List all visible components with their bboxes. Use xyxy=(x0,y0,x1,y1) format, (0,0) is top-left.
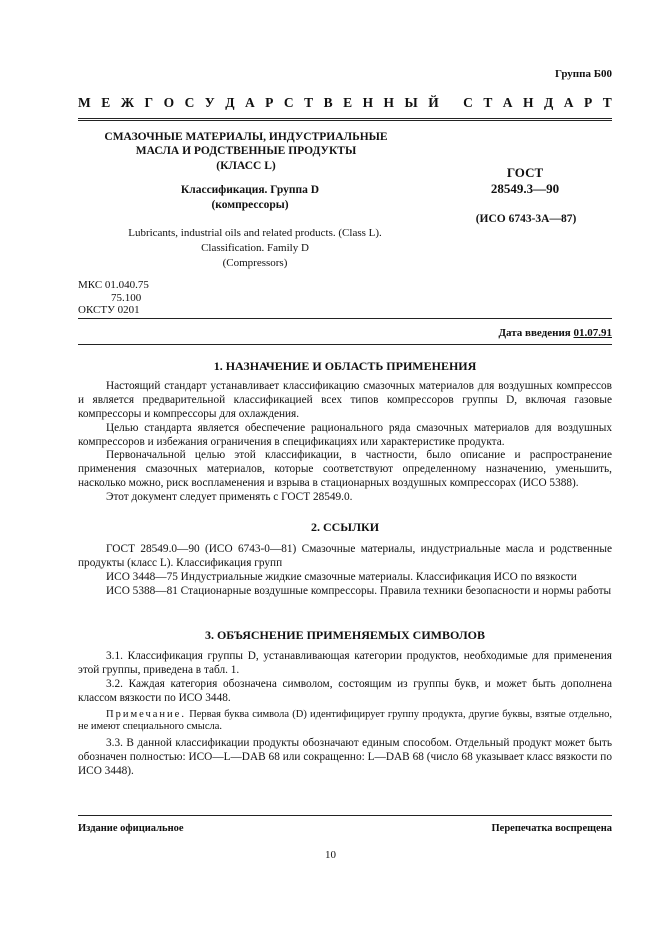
date-divider xyxy=(78,344,612,345)
mks-code: МКС 01.040.75 xyxy=(78,279,149,291)
s1-paragraph-3: Первоначальной целью этой классификации, в частности, было описание и распространение применения смазочных материалов, которые соответствуют определенному назначению, уменьшить, насколько можно, риск воспламенения и взрыва в стационарных воздушных компрессорах (ИСО 5388). xyxy=(78,449,612,490)
group-label: Группа Б00 xyxy=(555,68,612,80)
heading-letter: Д xyxy=(544,95,554,110)
interstate-standard-heading xyxy=(78,95,612,111)
heading-letter: Г xyxy=(144,95,154,110)
en-line-1: Lubricants, industrial oils and related products. (Class L). xyxy=(128,227,382,239)
gost-label: ГОСТ xyxy=(506,165,544,180)
s3-paragraph-2: 3.2. Каждая категория обозначена символом, состоящим из группы букв, и может быть дополнена классом вязкости по ИСО 3448. xyxy=(78,677,612,704)
section-1-title: 1. НАЗНАЧЕНИЕ И ОБЛАСТЬ ПРИМЕНЕНИЯ xyxy=(213,359,477,373)
intro-date-label: Дата введения xyxy=(498,327,571,339)
heading-letter: Е xyxy=(101,95,111,110)
section-3-title: 3. ОБЪЯСНЕНИЕ ПРИМЕНЯЕМЫХ СИМВОЛОВ xyxy=(204,628,486,642)
heading-letter: Й xyxy=(428,95,439,110)
s1-paragraph-4: Этот документ следует применять с ГОСТ 28549.0. xyxy=(106,491,353,504)
classification-codes xyxy=(78,279,149,317)
heading-letter: Н xyxy=(362,95,374,110)
iso-equivalent: (ИСО 6743-3А—87) xyxy=(475,213,577,225)
s3-note xyxy=(78,709,612,735)
heading-letter: С xyxy=(184,95,195,110)
official-edition: Издание официальное xyxy=(78,823,184,834)
section-2-body xyxy=(78,543,612,599)
gost-number: 28549.3—90 xyxy=(490,181,560,197)
heading-letter: Д xyxy=(225,95,235,110)
heading-letter: О xyxy=(163,95,175,110)
intro-date-value: 01.07.91 xyxy=(573,327,612,339)
s3-paragraph-1: 3.1. Классификация группы D, устанавливающая категории продуктов, необходимые для применения этой группы, приведена в табл. 1. xyxy=(78,650,612,676)
heading-letter: Е xyxy=(343,95,353,110)
introduction-date xyxy=(498,327,612,340)
heading-letter: Т xyxy=(304,95,314,110)
heading-letter: Р xyxy=(583,95,593,110)
heading-letter: А xyxy=(502,95,513,110)
class-line-1: Классификация. Группа D xyxy=(180,184,320,196)
gost-designation xyxy=(460,165,590,198)
header-divider xyxy=(78,118,612,121)
heading-letter: Ы xyxy=(404,95,418,110)
heading-letter: У xyxy=(204,95,215,110)
s3-paragraph-3: 3.3. В данной классификации продукты обозначают единым способом. Отдельный продукт может быть обозначен полностью: ИСО—L—DAB 68 или сокращенно: L—DAB 68 (число 68 указывает класс вязкости по ИСО 3448). xyxy=(78,737,612,778)
title-line-3: (КЛАСС L) xyxy=(216,159,276,172)
s1-paragraph-2: Целью стандарта является обеспечение рационального ряда смазочных материалов для воздушных компрессоров и избежания ограничения в спецификациях или характеристике продукта. xyxy=(78,421,612,448)
heading-letter: Ж xyxy=(120,95,135,110)
heading-letter: С xyxy=(283,95,294,110)
heading-letter: М xyxy=(78,95,91,110)
s2-reference-3: ИСО 5388—81 Стационарные воздушные компрессоры. Правила техники безопасности и нормы работы xyxy=(106,584,612,597)
heading-letter: А xyxy=(563,95,574,110)
mks-code-2: 75.100 xyxy=(111,291,142,304)
en-line-3: (Compressors) xyxy=(222,256,288,269)
reprint-prohibited: Перепечатка воспрещена xyxy=(491,823,612,834)
s2-reference-1: ГОСТ 28549.0—90 (ИСО 6743-0—81) Смазочные материалы, индустриальные масла и родственные продукты (класс L). Классификация групп xyxy=(78,543,612,569)
heading-letter: Н xyxy=(523,95,534,110)
en-line-2: Classification. Family D xyxy=(201,241,309,254)
heading-letter: Р xyxy=(265,95,274,110)
class-line-2: (компрессоры) xyxy=(211,198,289,211)
title-line-2: МАСЛА И РОДСТВЕННЫЕ ПРОДУКТЫ xyxy=(135,145,357,158)
s2-reference-2: ИСО 3448—75 Индустриальные жидкие смазочные материалы. Классификация ИСО по вязкости xyxy=(106,570,577,583)
document-title xyxy=(96,130,396,173)
codes-divider xyxy=(78,318,612,319)
note-text: Первая буква символа (D) идентифицирует группу продукта, другие буквы, взятые отдельно, не имеют специального смысла. xyxy=(78,708,612,733)
heading-letter: Т xyxy=(602,95,612,110)
classification-subtitle xyxy=(150,183,350,213)
heading-letter: Т xyxy=(483,95,493,110)
heading-letter: А xyxy=(244,95,255,110)
note-label: Примечание. xyxy=(106,708,186,720)
heading-gap xyxy=(449,95,452,111)
heading-letter: Н xyxy=(383,95,395,110)
heading-letter: С xyxy=(463,95,473,110)
footer-divider xyxy=(78,815,612,816)
english-title xyxy=(96,226,414,271)
s1-paragraph-1: Настоящий стандарт устанавливает классификацию смазочных материалов для воздушных компрессов и является предварительной классификацией всех типов компрессоров группы D, включая газовые компрессоры и компрессоры для охлаждения. xyxy=(78,380,612,420)
page-number: 10 xyxy=(325,849,336,861)
okstu-code: ОКСТУ 0201 xyxy=(78,304,140,317)
section-3-body xyxy=(78,650,612,779)
section-2-title: 2. ССЫЛКИ xyxy=(310,520,380,534)
section-1-body xyxy=(78,380,612,505)
heading-letter: В xyxy=(323,95,333,110)
title-line-1: СМАЗОЧНЫЕ МАТЕРИАЛЫ, ИНДУСТРИАЛЬНЫЕ xyxy=(104,131,388,143)
